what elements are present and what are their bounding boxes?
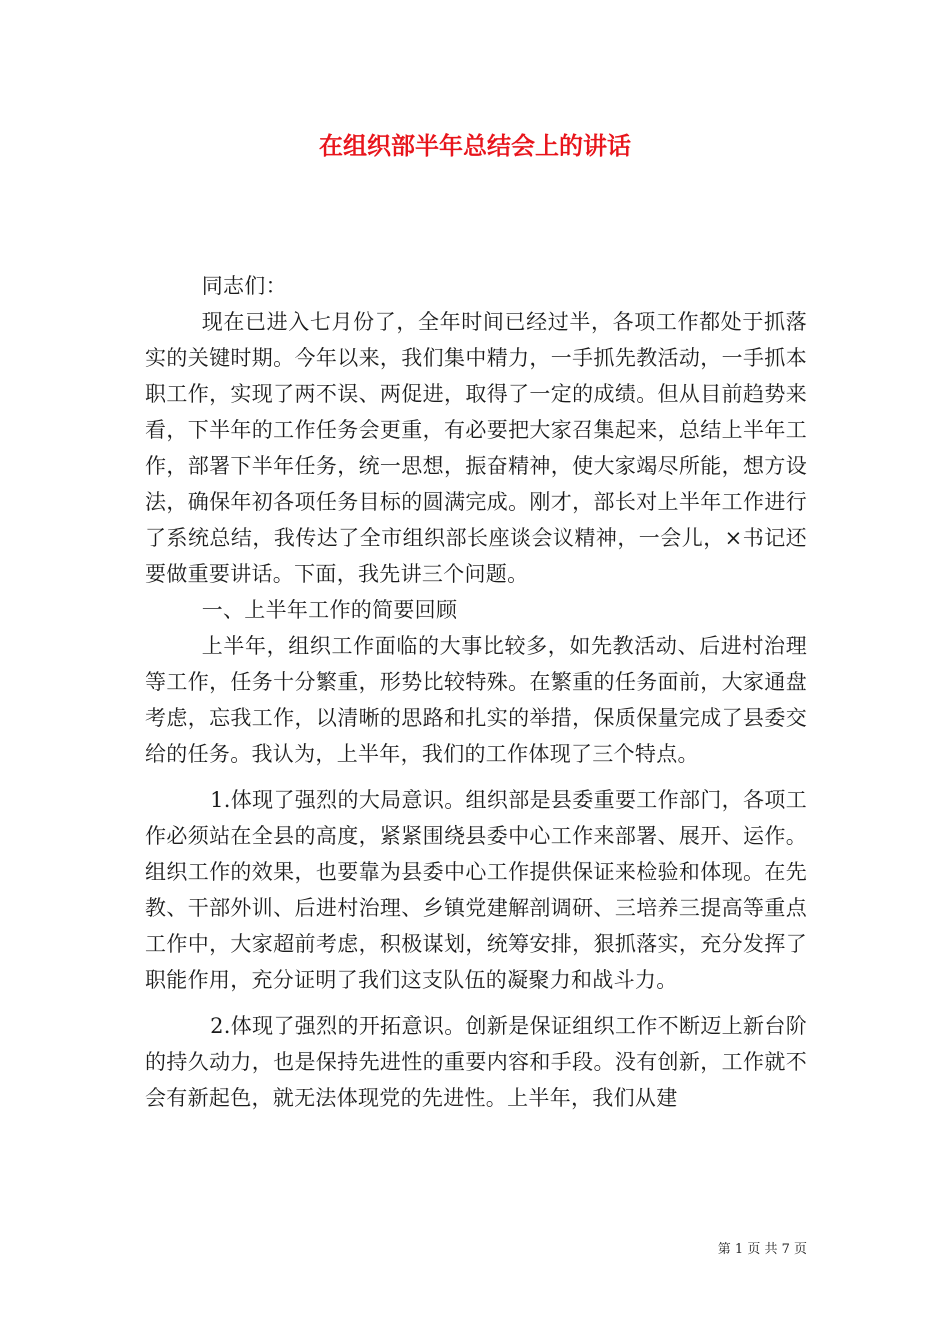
point-1-paragraph: 1.体现了强烈的大局意识。组织部是县委重要工作部门，各项工作必须站在全县的高度，紧紧围绕县委中心工作来部署、展开、运作。组织工作的效果，也要靠为县委中心工作提供保证来检验和体现。在先教、干部外训、后进村治理、乡镇党建解剖调研、三培养三提高等重点工作中，大家超前考虑，积极谋划，统筹安排，狠抓落实，充分发挥了职能作用，充分证明了我们这支队伍的凝聚力和战斗力。 (145, 788, 807, 992)
document-body (145, 268, 807, 1116)
point-2-paragraph: 2.体现了强烈的开拓意识。创新是保证组织工作不断迈上新台阶的持久动力，也是保持先进性的重要内容和手段。没有创新，工作就不会有新起色，就无法体现党的先进性。上半年，我们从建 (145, 1014, 807, 1110)
page-number-footer: 第 1 页 共 7 页 (717, 1242, 807, 1257)
salutation-paragraph: 同志们： (201, 274, 287, 298)
section-heading: 一、上半年工作的简要回顾 (201, 598, 458, 622)
review-paragraph: 上半年，组织工作面临的大事比较多，如先教活动、后进村治理等工作，任务十分繁重，形势比较特殊。在繁重的任务面前，大家通盘考虑，忘我工作，以清晰的思路和扎实的举措，保质保量完成了县委交给的任务。我认为，上半年，我们的工作体现了三个特点。 (145, 634, 807, 766)
document-title: 在组织部半年总结会上的讲话 (319, 132, 631, 160)
intro-paragraph: 现在已进入七月份了，全年时间已经过半，各项工作都处于抓落实的关键时期。今年以来，我们集中精力，一手抓先教活动，一手抓本职工作，实现了两不误、两促进，取得了一定的成绩。但从目前趋势来看，下半年的工作任务会更重，有必要把大家召集起来，总结上半年工作，部署下半年任务，统一思想，振奋精神，使大家竭尽所能，想方设法，确保年初各项任务目标的圆满完成。刚才，部长对上半年工作进行了系统总结，我传达了全市组织部长座谈会议精神，一会儿，×书记还要做重要讲话。下面，我先讲三个问题。 (145, 310, 807, 586)
